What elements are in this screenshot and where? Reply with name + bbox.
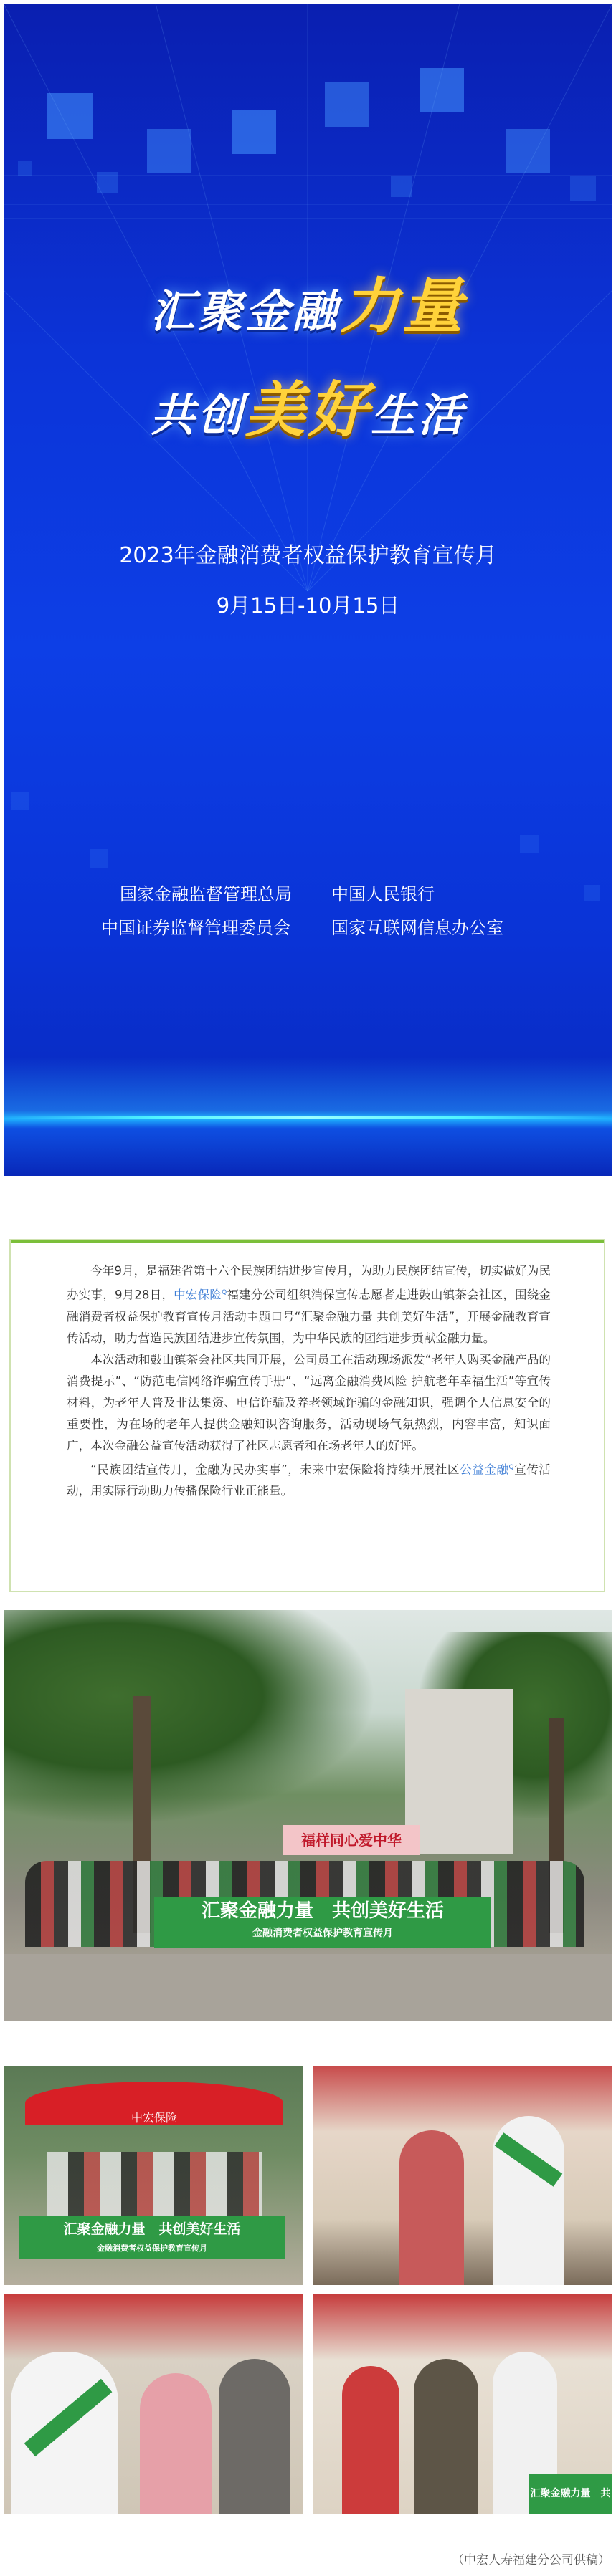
search-icon: Q [222, 1289, 227, 1296]
pavement [4, 1954, 612, 2021]
article-paragraph-2: 本次活动和鼓山镇茶会社区共同开展，公司员工在活动现场派发“老年人购买金融产品的消费提示”、“防范电信网络诈骗宣传手册”、“远离金融消费风险 护航老年幸福生活”等宣传材料，为老年人普及非法集资、电信诈骗及养老领域诈骗的金融知识，强调个人信息安全的重要性，为在场的老年人提供金融知识咨询服务，活动现场气氛热烈，内容丰富，知识面广，本次金融公益宣传活动获得了社区志愿者和在场老年人的好评。 [67, 1352, 551, 1452]
event-photo-tent [4, 2066, 303, 2285]
volunteer [399, 2130, 464, 2285]
group-photo [4, 1610, 612, 2021]
org-name: 国家金融监督管理总局 [120, 884, 292, 904]
org-name: 国家互联网信息办公室 [331, 918, 503, 938]
resident [140, 2373, 212, 2514]
link-public-finance[interactable]: 公益金融 [460, 1462, 509, 1477]
event-sign: 福样同心爱中华 [283, 1825, 420, 1855]
slogan-line-2: 共创美好生活 [150, 375, 466, 445]
tree-foliage [4, 1610, 376, 1825]
article-paragraph-3: “民族团结宣传月，金融为民办实事”，未来中宏保险将持续开展社区公益金融$^Q$宣传活动，用实际行动助力传播保险行业正能量。 [67, 1462, 551, 1498]
text-block-accent-bar [11, 1240, 604, 1243]
article-text-block [9, 1239, 605, 1592]
campaign-dates: 9月15日-10月15日 [216, 593, 400, 618]
slogan-line-1: 汇聚金融力量 [150, 271, 466, 341]
campaign-banner [4, 4, 612, 1176]
event-photo-explaining [4, 2294, 303, 2514]
event-photo-consultation [313, 2066, 612, 2285]
building [405, 1689, 513, 1854]
event-photo-booth [313, 2294, 612, 2539]
photo-green-banner: 汇聚金融力量 共创美好生活 金融消费者权益保护教育宣传月 [19, 2216, 285, 2259]
volunteer [11, 2352, 118, 2514]
article-caption: （中宏人寿福建分公司供稿） [452, 2553, 610, 2567]
glow-line [4, 1116, 612, 1119]
search-icon: Q [508, 1463, 514, 1471]
resident [342, 2366, 399, 2514]
campaign-title: 2023年金融消费者权益保护教育宣传月 [119, 543, 497, 568]
article-paragraph-1: 今年9月，是福建省第十六个民族团结进步宣传月，为助力民族团结宣传，切实做好为民办实事，9月28日，中宏保险$^Q$福建分公司组织消保宣传志愿者走进鼓山镇茶会社区，围绕金融消费者权益保护教育宣传月活动主题口号“汇聚金融力量 共创美好生活”，开展金融教育宣传活动，助力营造民族团结进步宣传氛围，为中华民族的团结进步贡献金融力量。 [67, 1264, 551, 1345]
org-name: 中国人民银行 [331, 884, 435, 904]
resident [219, 2359, 290, 2514]
tent-label: 中宏保险 [131, 2111, 177, 2125]
photo-green-banner: 汇聚金融力量 共创美好生活 金融消费者权益保护教育宣传月 [154, 1897, 491, 1948]
org-name: 中国证券监督管理委员会 [101, 918, 290, 938]
photo-green-banner: 汇聚金融力量 共创美好生活 [529, 2474, 612, 2514]
link-zhonghong-insurance[interactable]: 中宏保险 [174, 1288, 222, 1302]
resident [414, 2359, 478, 2514]
